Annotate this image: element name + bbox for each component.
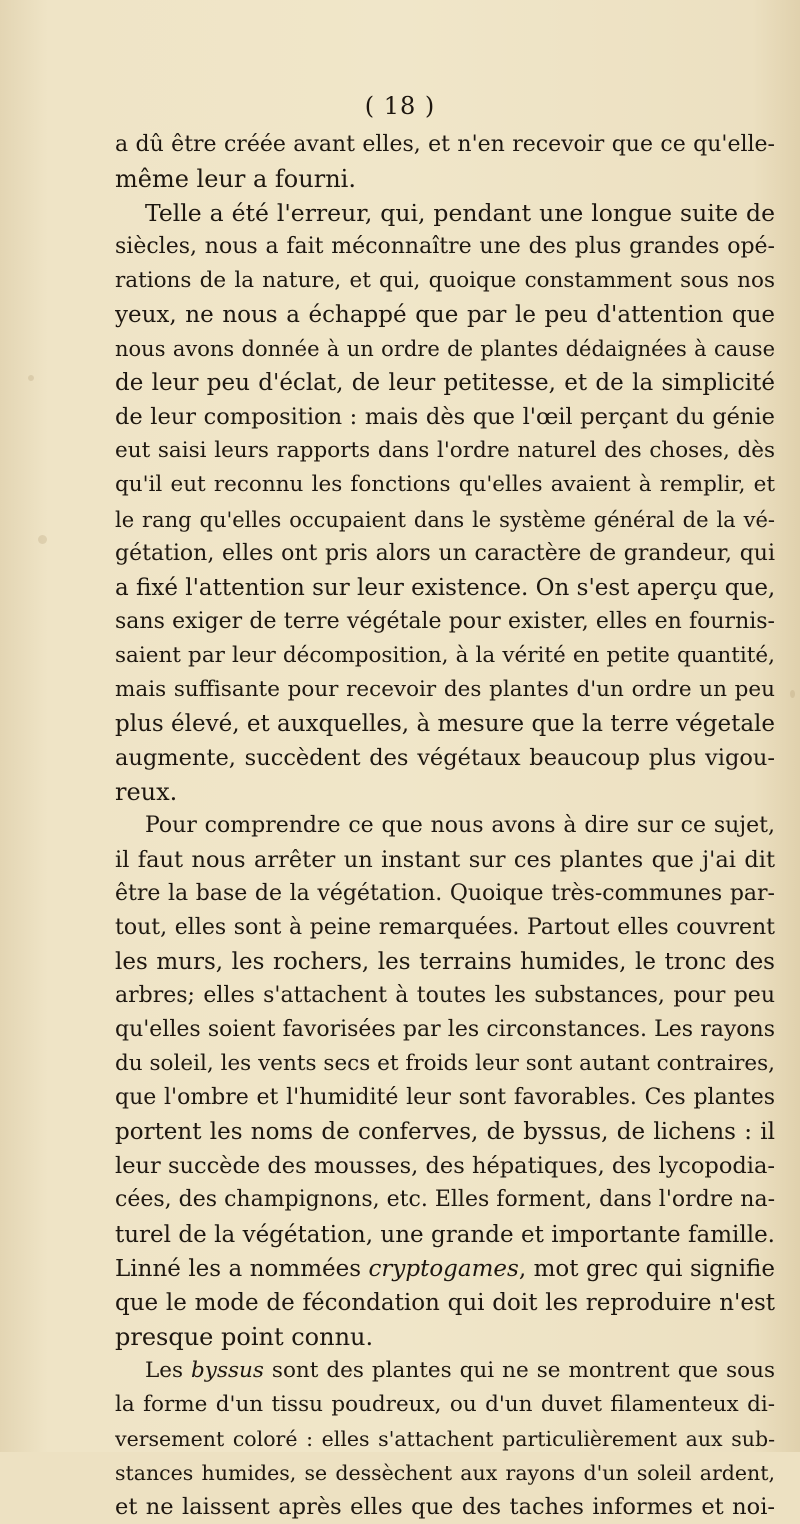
text-line: leur succède des mousses, des hépatiques, des lycopodia- [115, 1153, 775, 1180]
text-line: de leur composition : mais dès que l'œil perçant du génie [115, 404, 775, 431]
text-line: a fixé l'attention sur leur existence. On s'est aperçu que, [115, 574, 775, 601]
text-line: être la base de la végétation. Quoique très-communes par- [115, 881, 775, 907]
text-line: Telle a été l'erreur, qui, pendant une longue suite de [145, 199, 775, 228]
text-line: yeux, ne nous a échappé que par le peu d'attention que [115, 302, 775, 329]
text-line [115, 1252, 775, 1286]
text-line: reux. [115, 777, 178, 806]
text-line: siècles, nous a fait méconnaître une des plus grandes opé- [115, 234, 775, 260]
paper-stain [28, 375, 34, 381]
text-line: les murs, les rochers, les terrains humides, le tronc des [115, 949, 775, 976]
text-line: portent les noms de conferves, de byssus, de lichens : il [115, 1119, 775, 1146]
text-line: de leur peu d'éclat, de leur petitesse, et de la simplicité [115, 370, 775, 397]
text-line-start: Les [145, 1357, 192, 1383]
text-line: stances humides, se dessèchent aux rayons d'un soleil ardent, [115, 1460, 775, 1485]
text-line: qu'il eut reconnu les fonctions qu'elles avaient à remplir, et [115, 472, 775, 498]
text-line-end: , mot grec qui signifie [518, 1255, 775, 1282]
text-line: la forme d'un tissu poudreux, ou d'un duvet filamenteux di- [115, 1391, 775, 1417]
text-line: il faut nous arrêter un instant sur ces plantes que j'ai dit [115, 846, 775, 873]
italic-term-cryptogames: cryptogames [368, 1255, 519, 1282]
text-line: que l'ombre et l'humidité leur sont favorables. Ces plantes [115, 1085, 775, 1111]
text-line: même leur a fourni. [115, 165, 356, 194]
text-line: sans exiger de terre végétale pour exister, elles en fournis- [115, 608, 775, 634]
text-line: du soleil, les vents secs et froids leur sont autant contraires, [115, 1051, 775, 1077]
text-line: rations de la nature, et qui, quoique constamment sous nos [115, 268, 775, 294]
text-line: nous avons donnée à un ordre de plantes dédaignées à cause [115, 337, 775, 362]
text-line: presque point connu. [115, 1322, 374, 1351]
text-line: plus élevé, et auxquelles, à mesure que la terre végetale [115, 710, 775, 737]
text-line: et ne laissent après elles que des taches informes et noi- [115, 1493, 775, 1520]
text-line: cées, des champignons, etc. Elles forment, dans l'ordre na- [115, 1187, 775, 1213]
text-line: versement coloré : elles s'attachent particulièrement aux sub- [115, 1426, 775, 1451]
text-line: augmente, succèdent des végétaux beaucoup plus vigou- [115, 744, 775, 771]
text-line: a dû être créée avant elles, et n'en recevoir que ce qu'elle- [115, 132, 775, 157]
text-line: Pour comprendre ce que nous avons à dire sur ce sujet, [145, 812, 775, 838]
text-line: gétation, elles ont pris alors un caractère de grandeur, qui [115, 540, 775, 566]
text-line-start: Linné les a nommées [115, 1255, 369, 1282]
text-line: que le mode de fécondation qui doit les reproduire n'est [115, 1289, 775, 1316]
text-line: tout, elles sont à peine remarquées. Partout elles couvrent [115, 915, 775, 941]
page-number: ( 18 ) [364, 92, 436, 120]
text-line: le rang qu'elles occupaient dans le système général de la vé- [115, 507, 775, 532]
text-line: saient par leur décomposition, à la vérité en petite quantité, [115, 642, 775, 668]
italic-term-byssus: byssus [191, 1357, 264, 1383]
text-line: arbres; elles s'attachent à toutes les substances, pour peu [115, 983, 775, 1009]
text-line: eut saisi leurs rapports dans l'ordre naturel des choses, dès [115, 438, 775, 464]
paper-stain [38, 535, 47, 544]
paper-stain [790, 690, 795, 698]
text-line [115, 1354, 775, 1388]
text-line: qu'elles soient favorisées par les circonstances. Les rayons [115, 1017, 775, 1043]
body-text [115, 128, 775, 1524]
text-line: turel de la végétation, une grande et importante famille. [115, 1221, 775, 1248]
text-line: mais suffisante pour recevoir des plantes d'un ordre un peu [115, 676, 775, 702]
text-line-end: sont des plantes qui ne se montrent que sous [263, 1357, 775, 1383]
